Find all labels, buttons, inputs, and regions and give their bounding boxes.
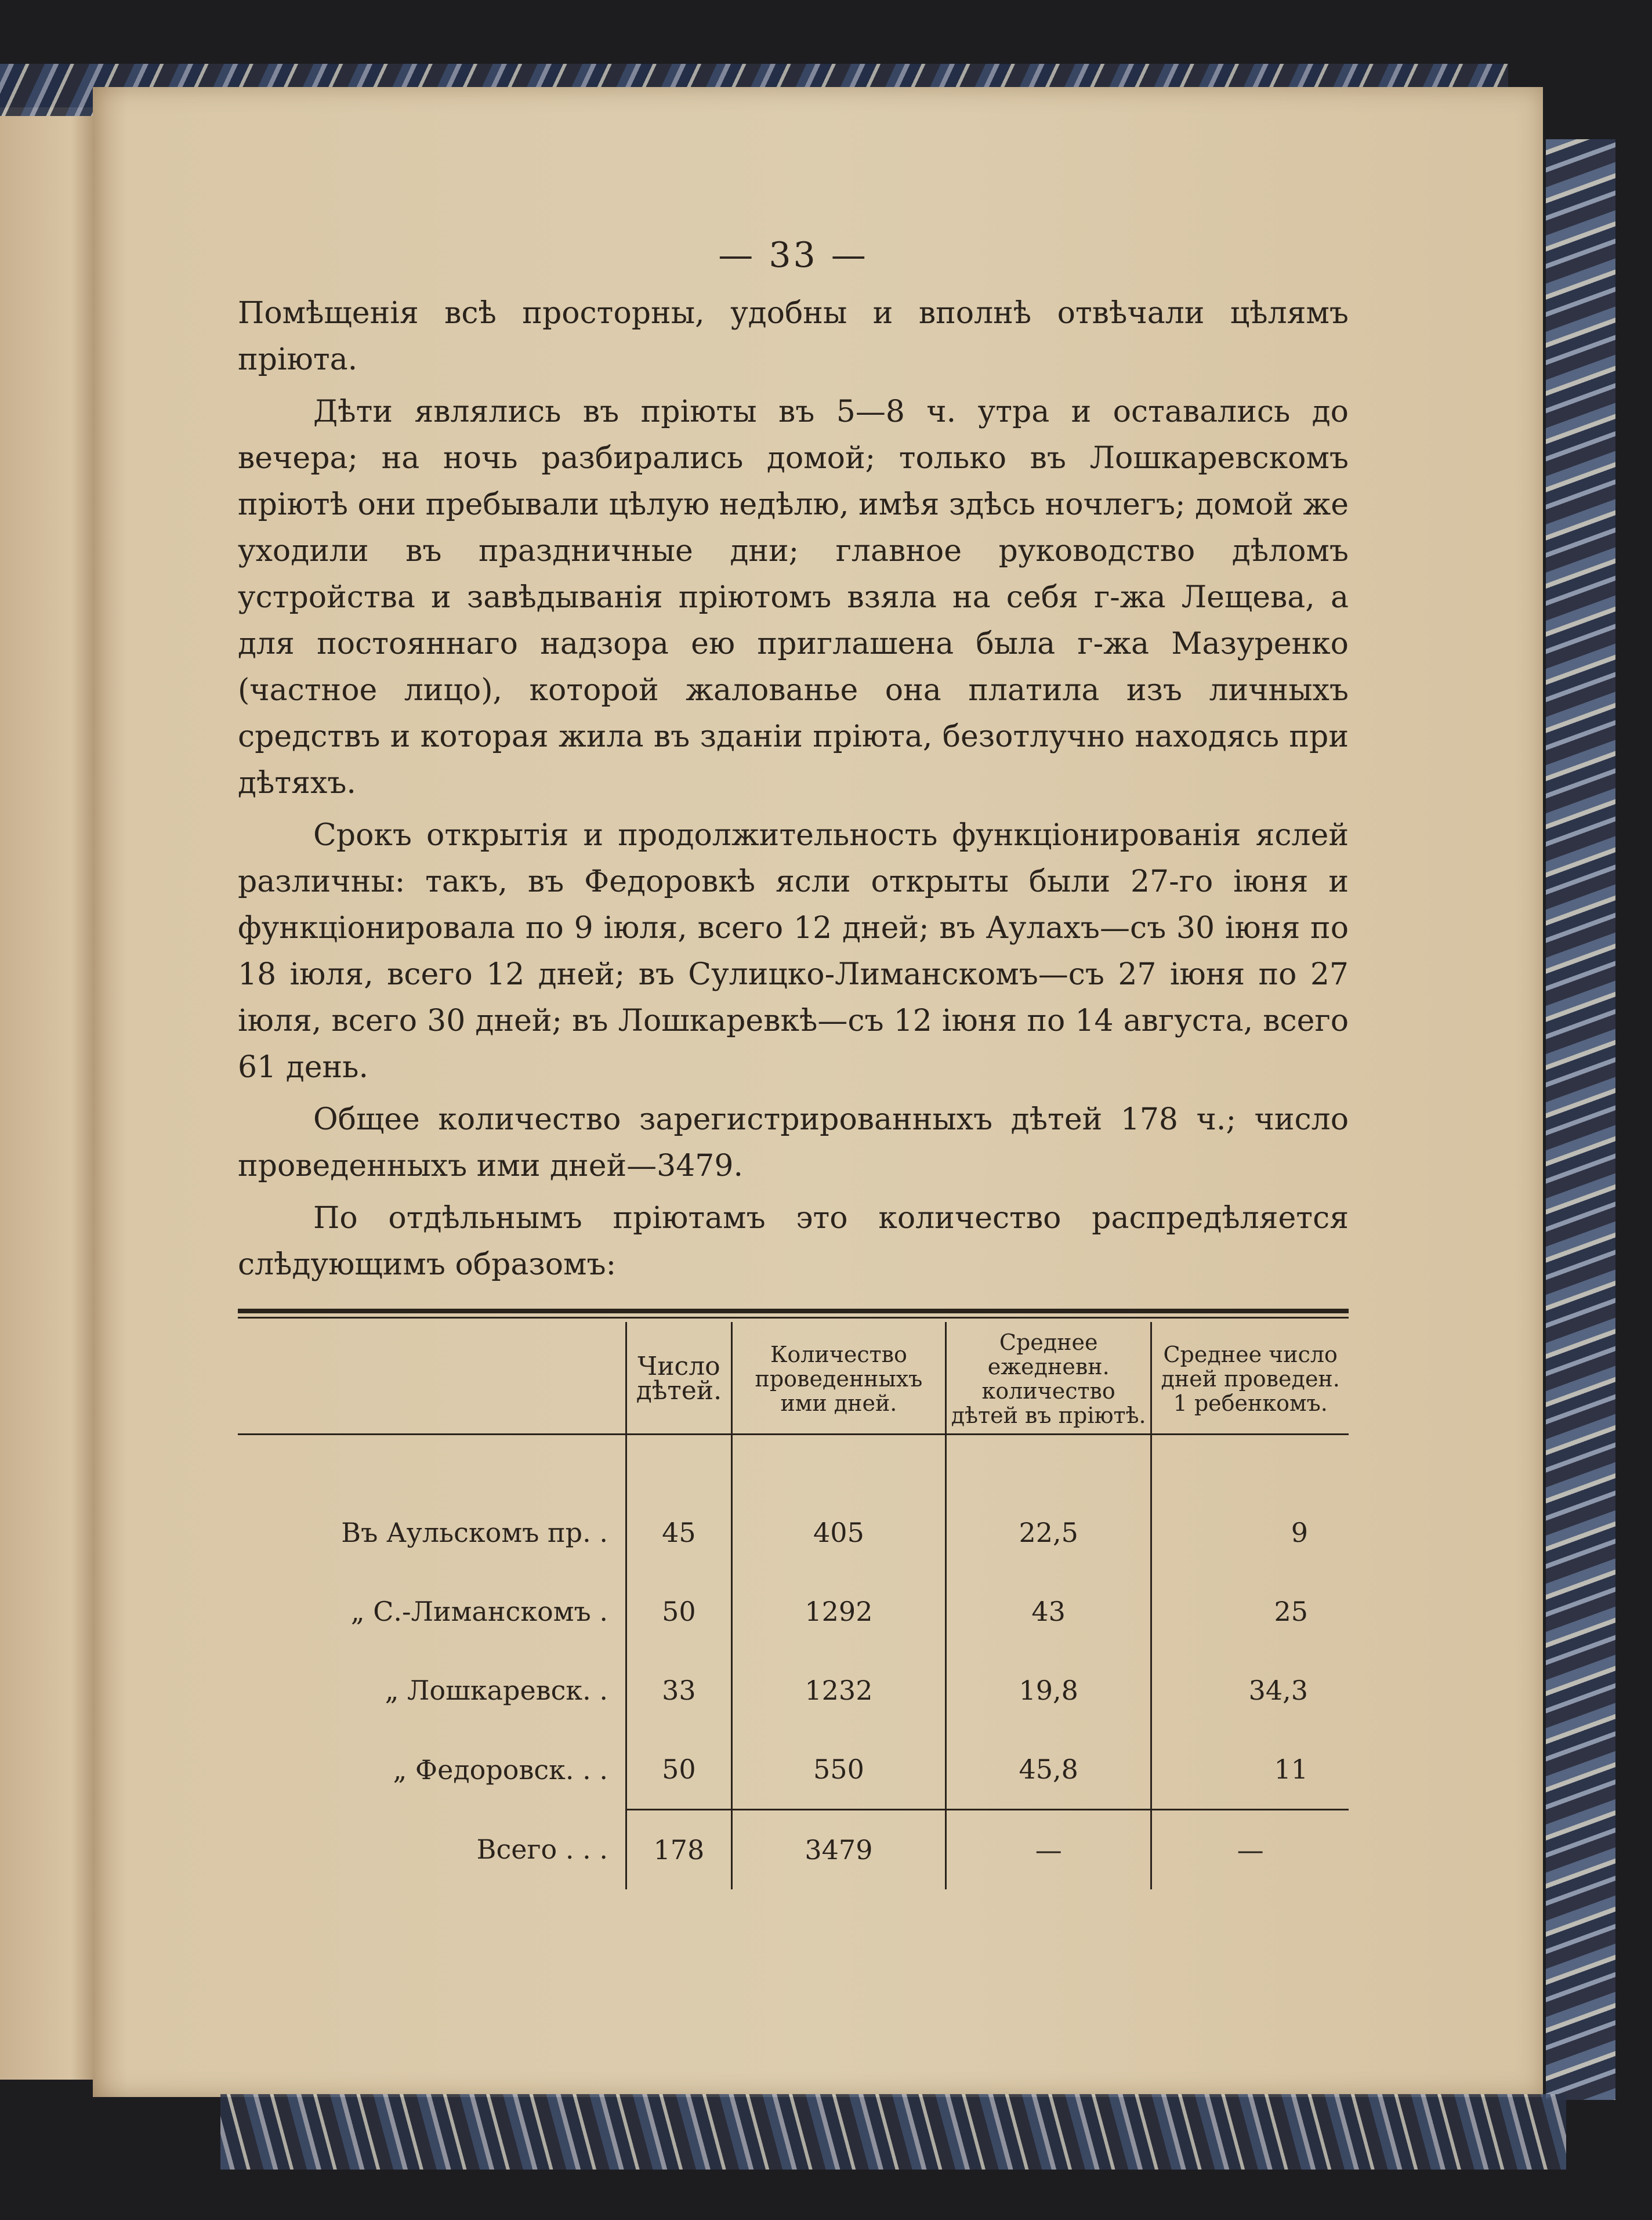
cell-avg-daily: 45,8 <box>946 1730 1151 1810</box>
paragraph-4: Общее количество зарегистрированныхъ дѣтей 178 ч.; число проведенныхъ ими дней—3479. <box>238 1102 1349 1183</box>
table-row <box>238 1493 1349 1572</box>
table-top-rule <box>238 1309 1349 1319</box>
cell-avg-days: 34,3 <box>1151 1651 1349 1730</box>
cell-children: 33 <box>626 1651 732 1730</box>
cell-children: 50 <box>626 1730 732 1810</box>
paragraph-1: Помѣщенія всѣ просторны, удобны и вполнѣ отвѣчали цѣлямъ пріюта. <box>238 296 1349 377</box>
cell-avg-daily: 19,8 <box>946 1651 1151 1730</box>
total-name: Всего . . . <box>476 1834 608 1866</box>
paragraph-5: По отдѣльнымъ пріютамъ это количество распредѣляется слѣдующимъ образомъ: <box>238 1201 1349 1282</box>
header-name <box>238 1322 626 1435</box>
row-name: „ Федоровск. . . <box>393 1754 608 1786</box>
table-spacer <box>238 1435 1349 1494</box>
header-days: Количество проведенныхъ ими дней. <box>731 1322 945 1435</box>
cell-avg-daily: 22,5 <box>946 1493 1151 1572</box>
total-children: 178 <box>626 1810 732 1890</box>
cell-avg-days: 11 <box>1151 1730 1349 1810</box>
total-avg-daily: — <box>946 1810 1151 1890</box>
left-page-edge <box>0 107 102 2080</box>
cell-days: 405 <box>731 1493 945 1572</box>
table-row <box>238 1730 1349 1810</box>
cell-days: 1292 <box>731 1572 945 1651</box>
cell-avg-days: 25 <box>1151 1572 1349 1651</box>
marbled-edge-right <box>1546 139 1615 2100</box>
row-name: „ С.-Лиманскомъ . <box>350 1596 608 1627</box>
header-avg-daily: Среднее ежедневн. количество дѣтей въ пріютѣ. <box>946 1322 1151 1435</box>
page-number: — 33 — <box>718 235 868 276</box>
table-row <box>238 1651 1349 1730</box>
header-avg-days: Среднее число дней проведен. 1 ребенкомъ. <box>1151 1322 1349 1435</box>
total-days: 3479 <box>731 1810 945 1890</box>
statistics-table <box>238 1322 1349 1889</box>
table-total-row <box>238 1810 1349 1890</box>
cell-days: 550 <box>731 1730 945 1810</box>
cell-children: 50 <box>626 1572 732 1651</box>
cell-children: 45 <box>626 1493 732 1572</box>
header-children: Число дѣтей. <box>626 1322 732 1435</box>
marbled-edge-bottom <box>220 2094 1566 2170</box>
paragraph-3: Срокъ открытія и продолжительность функціонированія яслей различны: такъ, въ Федоровкѣ ясли открыты были 27-го іюня и функціонировала по 9 іюля, всего 12 дней; въ Аулахъ—съ 30 іюня по 18 іюля, всего 12 дней; въ Сулицко-Лиманскомъ—съ 27 іюня по 27 іюля, всего 30 дней; въ Лошкаревкѣ—съ 12 іюня по 14 августа, всего 61 день. <box>238 818 1349 1085</box>
table-header-row <box>238 1322 1349 1435</box>
table-row <box>238 1572 1349 1651</box>
paragraph-2: Дѣти являлись въ пріюты въ 5—8 ч. утра и оставались до вечера; на ночь разбирались домой; только въ Лошкаревскомъ пріютѣ они пребывали цѣлую недѣлю, имѣя здѣсь ночлегъ; домой же уходили въ праздничные дни; главное руководство дѣломъ устройства и завѣдыванія пріютомъ взяла на себя г-жа Лещева, а для постояннаго надзора ею приглашена была г-жа Мазуренко (частное лицо), которой жалованье она платила изъ личныхъ средствъ и которая жила въ зданіи пріюта, безотлучно находясь при дѣтяхъ. <box>238 394 1349 801</box>
page-content <box>238 232 1349 1889</box>
row-name: Въ Аульскомъ пр. . <box>341 1517 608 1548</box>
total-avg-days: — <box>1151 1810 1349 1890</box>
cell-avg-days: 9 <box>1151 1493 1349 1572</box>
cell-days: 1232 <box>731 1651 945 1730</box>
row-name: „ Лошкаревск. . <box>385 1675 608 1706</box>
cell-avg-daily: 43 <box>946 1572 1151 1651</box>
